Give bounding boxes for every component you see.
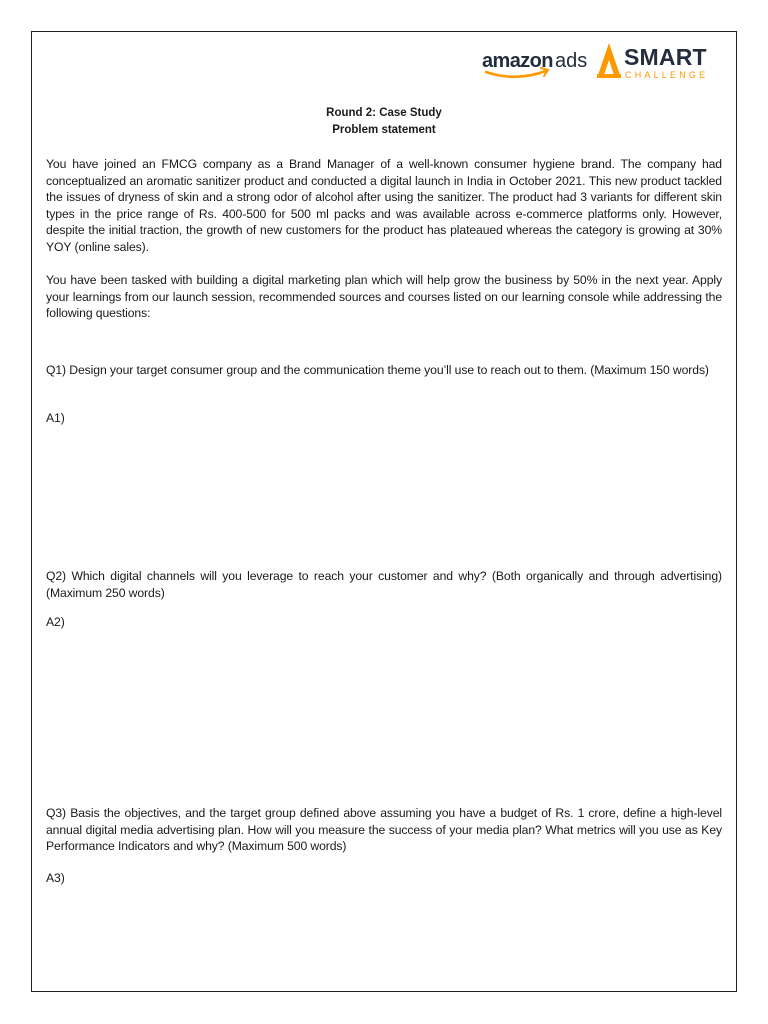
amazon-ads-smart-challenge-logo	[482, 40, 732, 82]
triangle-base	[597, 74, 621, 78]
intro-paragraph: You have joined an FMCG company as a Brand Manager of a well-known consumer hygiene brand. The company had conceptualized an aromatic sanitizer product and conducted a digital launch in India in October 2021. This new product tackled the issues of dryness of skin and a strong odor of alcohol after using the sanitizer. The product had 3 variants for different skin types in the price range of Rs. 400-500 for 500 ml packs and was available across e-commerce platforms only. However, despite the initial traction, the growth of new customers for the product has plateaued whereas the category is growing at 30% YOY (online sales).	[46, 157, 722, 254]
answer-1-label: A1)	[46, 411, 65, 425]
question-1: Q1) Design your target consumer group and the communication theme you’ll use to reach out to them. (Maximum 150 words)	[46, 363, 709, 377]
amazon-wordmark: amazon	[482, 50, 553, 72]
question-3: Q3) Basis the objectives, and the target group defined above assuming you have a budget of Rs. 1 crore, define a high-level annual digital media advertising plan. How will you measure the success of your media plan? What metrics will you use as Key Performance Indicators and why? (Maximum 500 words)	[46, 806, 722, 854]
ads-wordmark: ads	[555, 50, 588, 72]
answer-2-label: A2)	[46, 615, 65, 629]
triangle-logo-icon	[597, 43, 621, 78]
task-paragraph: You have been tasked with building a digital marketing plan which will help grow the business by 50% in the next year. Apply your learnings from our launch session, recommended sources and courses listed on our learning console while addressing the following questions:	[46, 273, 722, 321]
problem-heading: Problem statement	[332, 124, 436, 136]
question-2: Q2) Which digital channels will you leverage to reach your customer and why? (Both organically and through advertising) (Maximum 250 words)	[46, 569, 722, 600]
round-heading: Round 2: Case Study	[326, 107, 442, 119]
answer-3-label: A3)	[46, 871, 65, 885]
smart-wordmark: SMART	[624, 44, 707, 70]
challenge-wordmark: CHALLENGE	[625, 70, 709, 80]
